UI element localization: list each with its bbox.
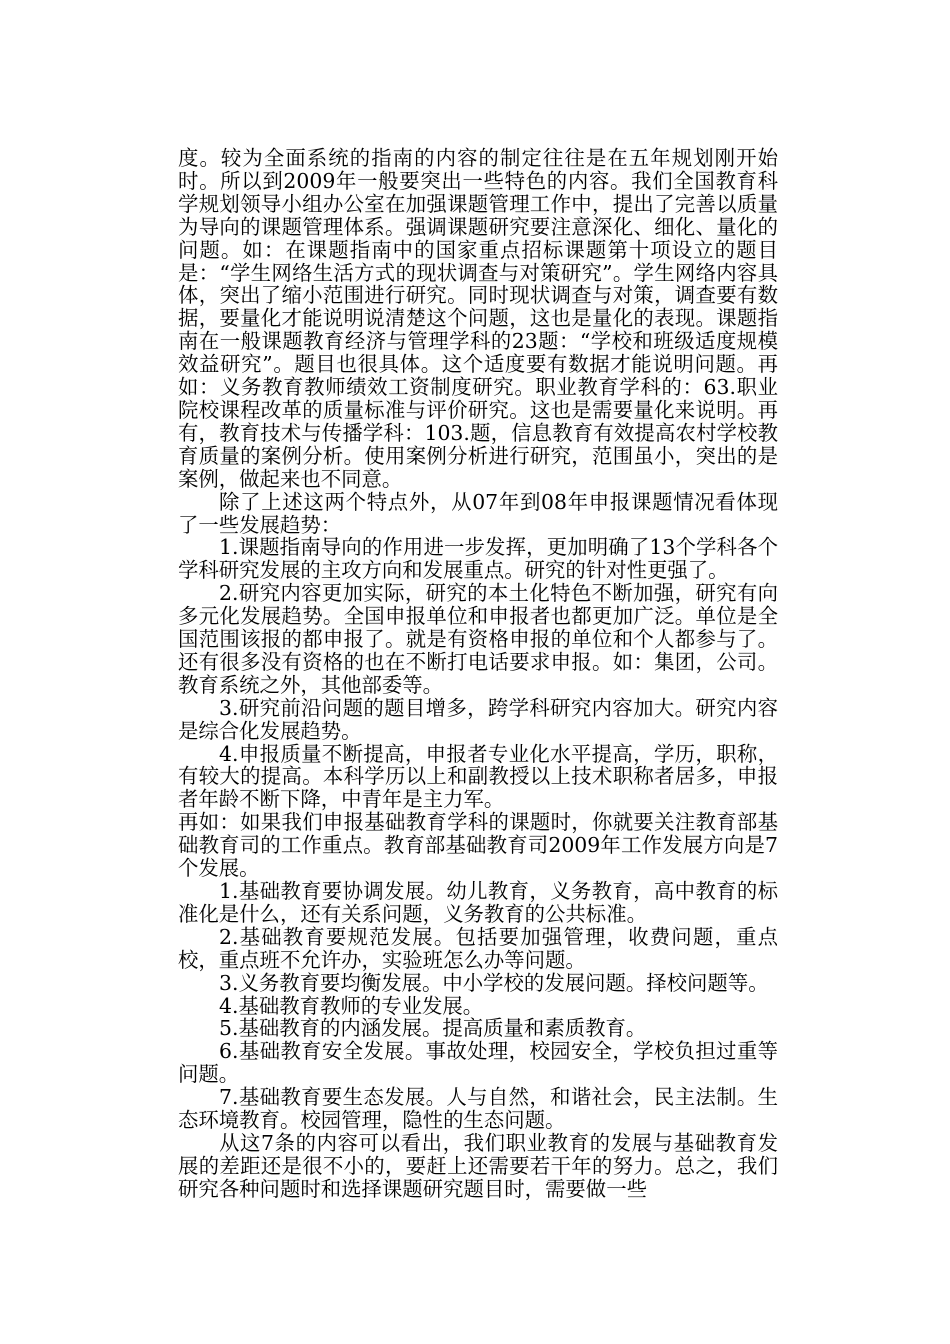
paragraph: 3.研究前沿问题的题目增多，跨学科研究内容加大。研究内容是综合化发展趋势。: [178, 695, 778, 743]
paragraph: 1.基础教育要协调发展。幼儿教育，义务教育，高中教育的标准化是什么，还有关系问题，义务教育的公共标准。: [178, 879, 778, 926]
paragraph: 5.基础教育的内涵发展。提高质量和素质教育。: [219, 1016, 647, 1041]
paragraph: 4.基础教育教师的专业发展。: [219, 993, 484, 1018]
paragraph: 7.基础教育要生态发展。人与自然，和谐社会，民主法制。生态环境教育。校园管理，隐性的生态问题。: [178, 1085, 778, 1133]
paragraph: 4.申报质量不断提高，申报者专业化水平提高，学历，职称，有较大的提高。本科学历以上和副教授以上技术职称者居多，申报者年龄不断下降，中青年是主力军。: [178, 741, 778, 812]
paragraph: 3.义务教育要均衡发展。中小学校的发展问题。择校问题等。: [219, 970, 769, 995]
paragraph: 从这7条的内容可以看出，我们职业教育的发展与基础教育发展的差距还是很不小的，要赶上还需要若干年的努力。总之，我们研究各种问题时和选择课题研究题目时，需要做一些: [178, 1130, 778, 1201]
paragraph: 2.基础教育要规范发展。包括要加强管理，收费问题，重点校，重点班不允许办，实验班怎么办等问题。: [178, 924, 778, 972]
paragraph: 再如：如果我们申报基础教育学科的课题时，你就要关注教育部基础教育司的工作重点。教育部基础教育司2009年工作发展方向是7个发展。: [178, 810, 778, 881]
paragraph: 度。较为全面系统的指南的内容的制定往往是在五年规划刚开始时。所以到2009年一般要突出一些特色的内容。我们全国教育科学规划领导小组办公室在加强课题管理工作中，提出了完善以质量为导向的课题管理体系。强调课题研究要注意深化、细化、量化的问题。如：在课题指南中的国家重点招标课题第十项设立的题目是：“学生网络生活方式的现状调查与对策研究”。学生网络内容具体，突出了缩小范围进行研究。同时现状调查与对策，调查要有数据，要量化才能说明说清楚这个问题，这也是量化的表现。课题指南在一般课题教育经济与管理学科的23题：“学校和班级适度规模效益研究”。题目也很具体。这个适度要有数据才能说明问题。再如：义务教育教师绩效工资制度研究。职业教育学科的：63.职业院校课程改革的质量标准与评价研究。这也是需要量化来说明。再有，教育技术与传播学科：103.题，信息教育有效提高农村学校教育质量的案例分析。使用案例分析进行研究，范围虽小，突出的是案例，做起来也不同意。: [178, 146, 778, 491]
paragraph: 6.基础教育安全发展。事故处理，校园安全，学校负担过重等问题。: [178, 1039, 778, 1087]
paragraph: 1.课题指南导向的作用进一步发挥，更加明确了13个学科各个学科研究发展的主攻方向和发展重点。研究的针对性更强了。: [178, 535, 778, 583]
document-body: [178, 147, 778, 1201]
paragraph: 除了上述这两个特点外，从07年到08年申报课题情况看体现了一些发展趋势：: [178, 489, 778, 537]
paragraph: 2.研究内容更加实际，研究的本土化特色不断加强，研究有向多元化发展趋势。全国申报单位和申报者也都更加广泛。单位是全国范围该报的都申报了。就是有资格申报的单位和个人都参与了。还有很多没有资格的也在不断打电话要求申报。如：集团，公司。教育系统之外，其他部委等。: [178, 581, 778, 697]
